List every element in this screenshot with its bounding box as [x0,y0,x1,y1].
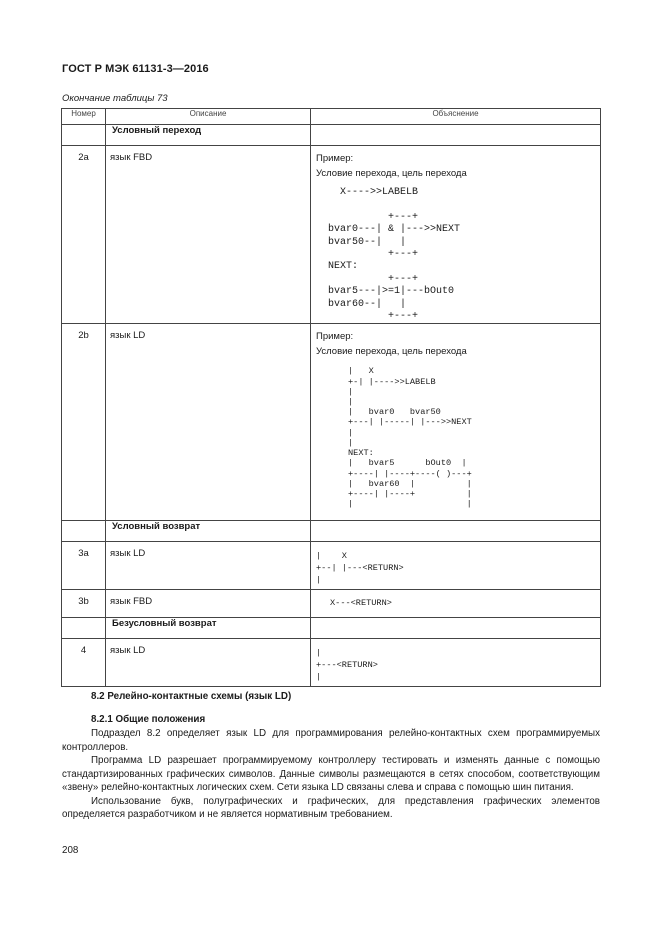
section-heading-8-2: 8.2 Релейно-контактные схемы (язык LD) [91,691,292,702]
body-text [62,727,600,822]
section-title: Безусловный возврат [106,618,311,639]
row-description: язык LD [106,324,311,521]
fbd-code-block: X---->>LABELB +---+ bvar0---| & |--->>NEXT bvar50--| | +---+ NEXT: +---+ bvar5---|>=1|---bOut0 bvar60--| | +---+ [328,187,461,323]
section-title: Условный переход [106,125,311,146]
section-heading-8-2-1: 8.2.1 Общие положения [91,714,206,725]
section-title: Условный возврат [106,521,311,542]
section-empty-cell [311,521,601,542]
table-caption: Окончание таблицы 73 [62,93,168,104]
table-row [62,146,601,324]
section-row [62,125,601,146]
section-empty-cell [311,125,601,146]
row-number: 3b [62,590,106,618]
table-row [62,542,601,590]
section-empty-cell [62,618,106,639]
row-explanation [311,590,601,618]
fbd-code-block: X---<RETURN> [330,598,392,609]
section-row [62,521,601,542]
row-explanation [311,324,601,521]
paragraph: Программа LD разрешает программируемому контроллеру тестировать и изменять данные с помощью стандартизированных графических символов. Данные символы размещаются в сетях способом, соответствующим «звену» релейно-контактных логических схем. Сети языка LD связаны слева и справа с помощью шин питания. [62,755,600,793]
table-row [62,590,601,618]
example-subtitle: Условие перехода, цель перехода [316,168,467,179]
ld-code-block: | X +-| |---->>LABELB | | | bvar0 bvar50 +---| |-----| |--->>NEXT | | NEXT: | bvar5 bOut0 | +----| |----+----( )---+ | bvar60 | | +----| |----+ | | | [348,366,472,510]
row-description: язык LD [106,639,311,687]
row-description: язык LD [106,542,311,590]
table-header-row [62,109,601,125]
section-row [62,618,601,639]
row-number: 4 [62,639,106,687]
table-row [62,324,601,521]
column-header-explanation: Объяснение [311,109,601,125]
column-header-number: Номер [62,109,106,125]
table-row [62,639,601,687]
example-subtitle: Условие перехода, цель перехода [316,346,467,358]
paragraph: Подраздел 8.2 определяет язык LD для программирования релейно-контактных схем программируемых контроллеров. [62,728,600,753]
section-empty-cell [311,618,601,639]
section-empty-cell [62,125,106,146]
row-description: язык FBD [106,146,311,324]
ld-code-block: | +---<RETURN> | [316,648,378,683]
ld-code-block: | X +--| |---<RETURN> | [316,551,404,586]
row-number: 2a [62,146,106,324]
example-label: Пример: [316,153,354,164]
column-header-description: Описание [106,109,311,125]
row-explanation [311,146,601,324]
row-explanation [311,639,601,687]
paragraph: Использование букв, полуграфических и графических, для представления графических элементов определяется разработчиком и не является нормативным требованием. [62,795,600,820]
example-label: Пример: [316,331,354,343]
row-number: 2b [62,324,106,521]
row-number: 3a [62,542,106,590]
row-description: язык FBD [106,590,311,618]
main-table [61,108,601,687]
page-number: 208 [62,845,79,856]
document-header: ГОСТ Р МЭК 61131-3—2016 [62,63,209,75]
section-empty-cell [62,521,106,542]
row-explanation [311,542,601,590]
